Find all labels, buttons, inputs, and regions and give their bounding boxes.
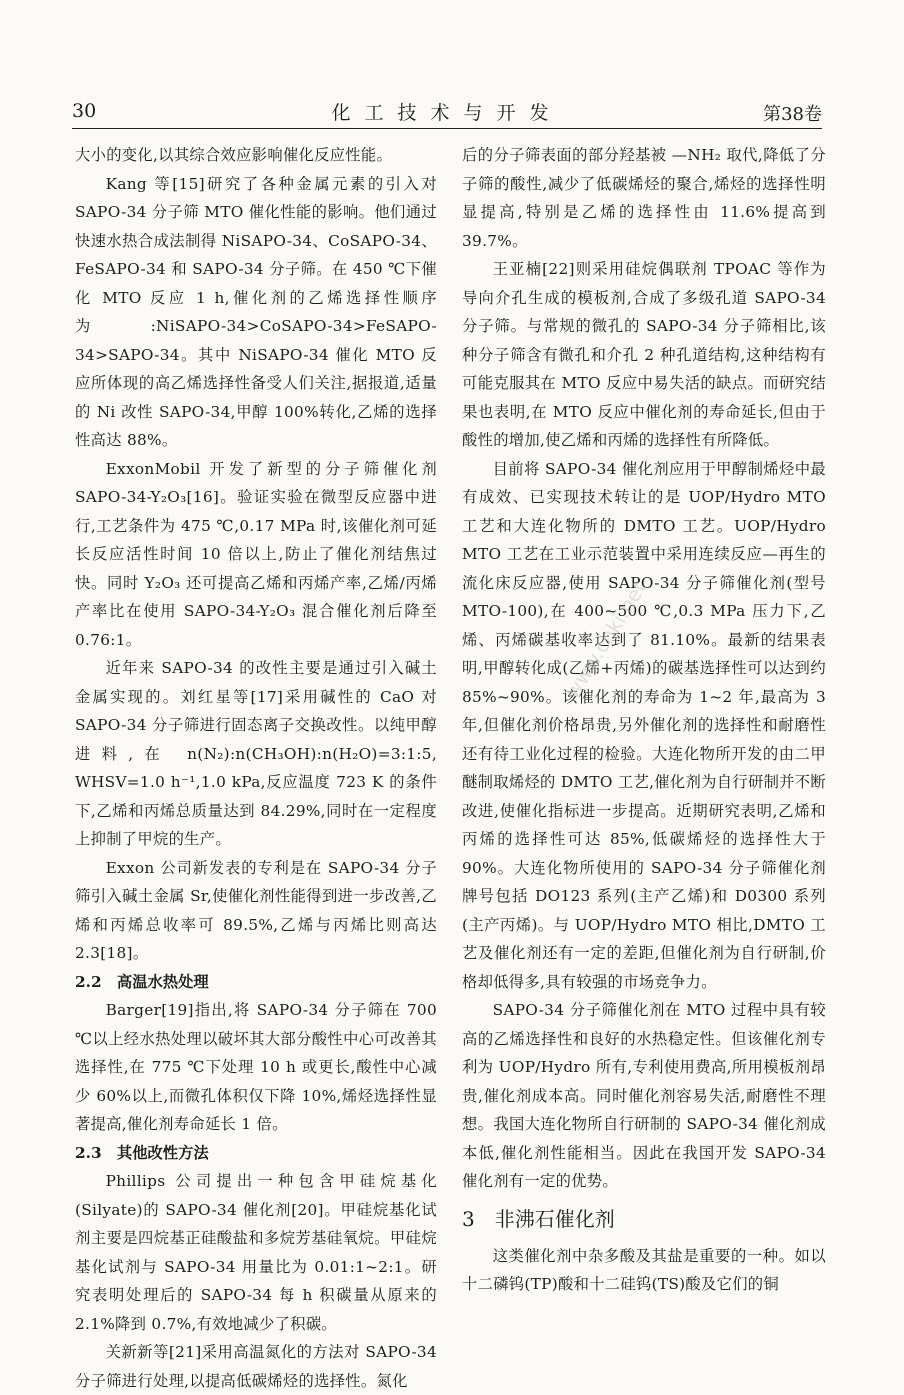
paragraph: ExxonMobil 开发了新型的分子筛催化剂 SAPO-34-Y₂O₃[16]。验证实验在微型反应器中进行,工艺条件为 475 ℃,0.17 MPa 时,该催化剂可延长反应活性时间 10 倍以上,防止了催化剂结焦过快。同时 Y₂O₃ 还可提高乙烯和丙烯产率,乙烯/丙烯产率比在使用 SAPO-34-Y₂O₃ 混合催化剂后降至 0.76:1。 — [75, 459, 437, 649]
paragraph: SAPO-34 分子筛催化剂在 MTO 过程中具有较高的乙烯选择性和良好的水热稳定性。但该催化剂专利为 UOP/Hydro 所有,专利使用费高,所用模板剂昂贵,催化剂成本高。同时催化剂容易失活,耐磨性不理想。我国大连化物所自行研制的 SAPO-34 催化剂成本低,催化剂性能相当。因此在我国开发 SAPO-34 催化剂有一定的优势。 — [462, 1001, 826, 1190]
watermark: www.cnki.net — [560, 576, 652, 703]
section-heading: 2.3 其他改性方法 — [75, 1143, 209, 1162]
paragraph: 近年来 SAPO-34 的改性主要是通过引入碱土金属实现的。刘红星等[17]采用碱性的 CaO 对 SAPO-34 分子筛进行固态离子交换改性。以纯甲醇进料,在 n(N₂):n(CH₃OH):n(H₂O)=3:1:5, WHSV=1.0 h⁻¹,1.0 kPa,反应温度 723 K 的条件下,乙烯和丙烯总质量达到 84.29%,同时在一定程度上抑制了甲烷的生产。 — [75, 659, 437, 848]
paragraph: 这类催化剂中杂多酸及其盐是重要的一种。如以十二磷钨(TP)酸和十二硅钨(TS)酸及它们的铜 — [462, 1246, 826, 1293]
paragraph: Phillips 公司提出一种包含甲硅烷基化(Silyate)的 SAPO-34 催化剂[20]。甲硅烷基化试剂主要是四烷基正硅酸盐和多烷芳基硅氧烷。甲硅烷基化试剂与 SAPO-34 用量比为 0.01:1~2:1。研究表明处理后的 SAPO-34 每 h 积碳量从原来的 2.1%降到 0.7%,有效地减少了积碳。 — [75, 1172, 437, 1333]
paragraph: 后的分子筛表面的部分羟基被 —NH₂ 取代,降低了分子筛的酸性,减少了低碳烯烃的聚合,烯烃的选择性明显提高,特别是乙烯的选择性由 11.6%提高到 39.7%。 — [462, 146, 826, 250]
paragraph: 目前将 SAPO-34 催化剂应用于甲醇制烯烃中最有成效、已实现技术转让的是 UOP/Hydro MTO 工艺和大连化物所的 DMTO 工艺。UOP/Hydro MTO 工艺在工业示范装置中采用连续反应—再生的流化床反应器,使用 SAPO-34 分子筛催化剂(型号 MTO-100),在 400~500 ℃,0.3 MPa 压力下,乙烯、丙烯碳基收率达到了 81.10%。最新的结果表明,甲醇转化成(乙烯+丙烯)的碳基选择性可以达到约 85%~90%。该催化剂的寿命为 1~2 年,最高为 3 年,但催化剂价格昂贵,另外催化剂的选择性和耐磨性还有待工业化过程的检验。大连化物所开发的由二甲醚制取烯烃的 DMTO 工艺,催化剂为自行研制并不断改进,使催化指标进一步提高。近期研究表明,乙烯和丙烯的选择性可达 85%,低碳烯烃的选择性大于 90%。大连化物所使用的 SAPO-34 分子筛催化剂牌号包括 DO123 系列(主产乙烯)和 D0300 系列(主产丙烯)。与 UOP/Hydro MTO 相比,DMTO 工艺及催化剂还有一定的差距,但催化剂为自行研制,价格却低得多,具有较强的市场竞争力。 — [462, 459, 826, 991]
page-number: 30 — [72, 100, 97, 122]
journal-title: 化工技术与开发 — [331, 102, 563, 124]
paragraph: 大小的变化,以其综合效应影响催化反应性能。 — [75, 146, 393, 164]
paragraph: 关新新等[21]采用高温氮化的方法对 SAPO-34 分子筛进行处理,以提高低碳烯烃的选择性。氮化 — [75, 1343, 437, 1390]
section-heading: 3 非沸石催化剂 — [462, 1206, 615, 1231]
paragraph: Kang 等[15]研究了各种金属元素的引入对 SAPO-34 分子筛 MTO 催化性能的影响。他们通过快速水热合成法制得 NiSAPO-34、CoSAPO-34、FeSAPO-34 和 SAPO-34 分子筛。在 450 ℃下催化 MTO 反应 1 h,催化剂的乙烯选择性顺序为:NiSAPO-34>CoSAPO-34>FeSAPO-34>SAPO-34。其中 NiSAPO-34 催化 MTO 反应所体现的高乙烯选择性备受人们关注,据报道,适量的 Ni 改性 SAPO-34,甲醇 100%转化,乙烯的选择性高达 88%。 — [75, 174, 437, 449]
paragraph: Exxon 公司新发表的专利是在 SAPO-34 分子筛引入碱土金属 Sr,使催化剂性能得到进一步改善,乙烯和丙烯总收率可 89.5%,乙烯与丙烯比则高达 2.3[18]。 — [75, 858, 437, 962]
left-column — [75, 141, 437, 1395]
section-heading: 2.2 高温水热处理 — [75, 972, 209, 991]
paragraph: Barger[19]指出,将 SAPO-34 分子筛在 700 ℃以上经水热处理以破坏其大部分酸性中心可改善其选择性,在 775 ℃下处理 10 h 或更长,酸性中心减少 60%以上,而微孔体积仅下降 10%,烯烃选择性显著提高,催化剂寿命延长 1 倍。 — [75, 1001, 437, 1133]
page-header — [72, 98, 822, 129]
right-column — [462, 141, 826, 1299]
paragraph: 王亚楠[22]则采用硅烷偶联剂 TPOAC 等作为导向介孔生成的模板剂,合成了多级孔道 SAPO-34 分子筛。与常规的微孔的 SAPO-34 分子筛相比,该种分子筛含有微孔和介孔 2 种孔道结构,这种结构有可能克服其在 MTO 反应中易失活的缺点。而研究结果也表明,在 MTO 反应中催化剂的寿命延长,但由于酸性的增加,使乙烯和丙烯的选择性有所降低。 — [462, 260, 826, 449]
volume-label: 第38卷 — [763, 104, 822, 125]
